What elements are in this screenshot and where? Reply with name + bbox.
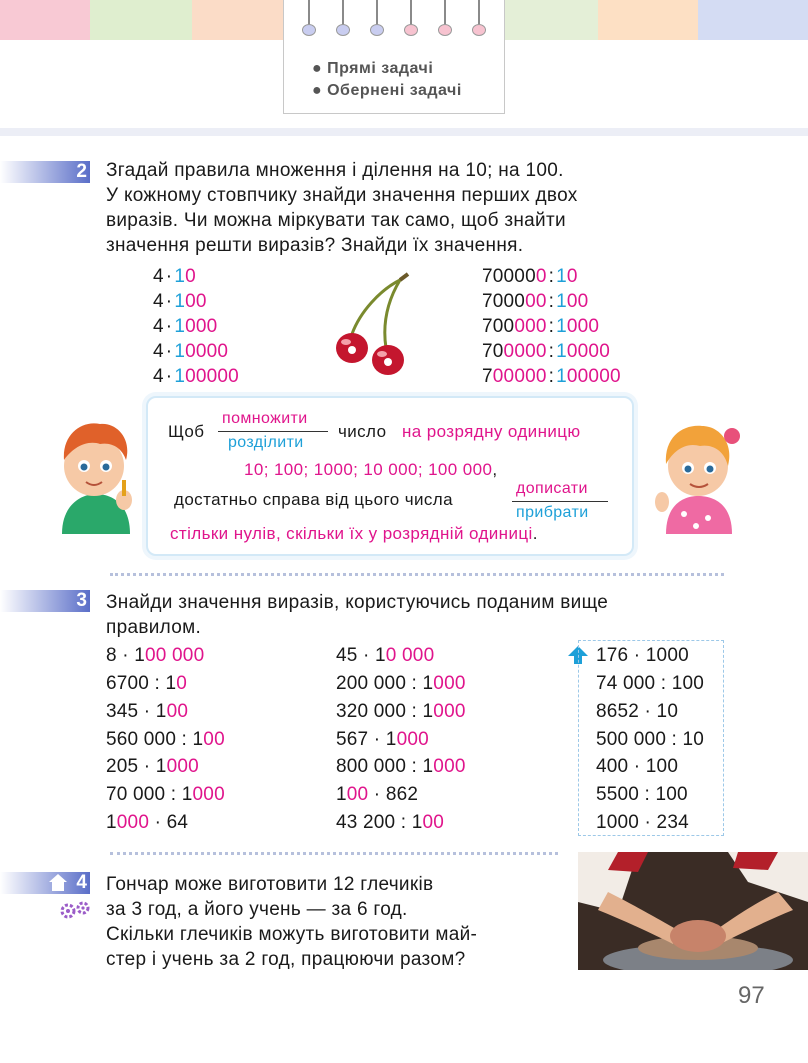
gears-icon — [58, 900, 92, 920]
color-stripe-3 — [192, 0, 283, 40]
color-stripe-5 — [598, 0, 698, 40]
task3-expr: 567 · 1000 — [336, 729, 429, 750]
expr-700000-div-1000: 700000 : 1000 — [482, 316, 600, 337]
boy-illustration — [52, 414, 138, 534]
task3-expr: 205 · 1000 — [106, 756, 199, 777]
task3-expr: 100 · 862 — [336, 784, 419, 805]
task-4-badge: 4 — [0, 872, 90, 894]
rule-line4: стільки нулів, скільки їх у розрядній одиниці. — [170, 524, 538, 543]
task3-expr: 5500 : 100 — [596, 784, 688, 805]
expr-4x1000: 4 · 1000 — [153, 316, 218, 337]
task3-expr: 43 200 : 100 — [336, 812, 445, 833]
cherries-illustration — [330, 272, 420, 382]
fraction-line-1 — [218, 431, 328, 432]
potter-photo — [578, 852, 808, 970]
expr-4x10: 4 · 10 — [153, 266, 196, 287]
color-stripe-1 — [0, 0, 90, 40]
task-3-text: Знайди значення виразів, користуючись поданим вище правилом. — [106, 592, 609, 638]
expr-4x100: 4 · 100 — [153, 291, 207, 312]
expr-700000-div-10000: 700000 : 10000 — [482, 341, 610, 362]
rule-multiply: помножити — [222, 410, 308, 427]
topic-direct-problems: ● Прямі задачі — [312, 60, 434, 77]
color-stripe-4 — [505, 0, 598, 40]
fraction-line-2 — [512, 501, 608, 502]
task-3-badge: 3 — [0, 590, 90, 612]
task3-expr: 200 000 : 1000 — [336, 673, 466, 694]
rule-box — [146, 396, 634, 556]
task3-expr: 8652 · 10 — [596, 701, 679, 722]
task3-expr: 400 · 100 — [596, 756, 679, 777]
task3-expr: 345 · 100 — [106, 701, 189, 722]
expr-700000-div-100000: 700000 : 100000 — [482, 366, 621, 387]
expr-700000-div-100: 700000 : 100 — [482, 291, 589, 312]
task3-expr: 8 · 100 000 — [106, 645, 205, 666]
rule-units-list: 10; 100; 1000; 10 000; 100 000, — [244, 460, 498, 479]
task3-expr: 74 000 : 100 — [596, 673, 705, 694]
rule-remove: прибрати — [516, 504, 589, 521]
rule-place-unit: на розрядну одиницю — [402, 422, 581, 441]
task3-expr: 45 · 10 000 — [336, 645, 435, 666]
color-stripe-6 — [698, 0, 808, 40]
expr-4x10000: 4 · 10000 — [153, 341, 229, 362]
dotted-separator-2 — [110, 852, 558, 855]
girl-illustration — [648, 414, 748, 534]
task3-expr: 6700 : 10 — [106, 673, 188, 694]
home-icon — [48, 873, 68, 892]
rule-divide: розділити — [228, 434, 304, 451]
color-stripe-2 — [90, 0, 192, 40]
task-2-text: Згадай правила множення і ділення на 10; на 100. У кожному стовпчику знайди значення перших двох виразів. Чи можна міркувати так само, щоб знайти значення решти виразів? Знайди їх значення. — [106, 160, 578, 256]
expr-700000-div-10: 700000 : 10 — [482, 266, 578, 287]
page-number: 97 — [738, 982, 765, 1009]
rule-number-word: число — [338, 422, 387, 441]
task3-expr: 560 000 : 100 — [106, 729, 225, 750]
task3-expr: 800 000 : 1000 — [336, 756, 466, 777]
rule-lead: Щоб — [168, 422, 205, 441]
task3-expr: 500 000 : 10 — [596, 729, 705, 750]
rule-line3: достатньо справа від цього числа — [174, 490, 453, 509]
task-2-badge: 2 — [0, 161, 90, 183]
task3-expr: 1000 · 234 — [596, 812, 689, 833]
task3-expr: 70 000 : 1000 — [106, 784, 225, 805]
expr-4x100000: 4 · 100000 — [153, 366, 239, 387]
dotted-separator-1 — [110, 573, 724, 576]
topic-inverse-problems: ● Обернені задачі — [312, 82, 462, 99]
header-divider — [0, 128, 808, 136]
task-4-text: Гончар може виготовити 12 глечиків за 3 год, а його учень — за 6 год. Скільки глечиків можуть виготовити май- стер і учень за 2 год, працюючи разом? — [106, 874, 478, 970]
rule-append: дописати — [516, 480, 588, 497]
task3-expr: 320 000 : 1000 — [336, 701, 466, 722]
task3-expr: 1000 · 64 — [106, 812, 189, 833]
task3-expr: 176 · 1000 — [596, 645, 689, 666]
topic-card — [283, 0, 505, 114]
